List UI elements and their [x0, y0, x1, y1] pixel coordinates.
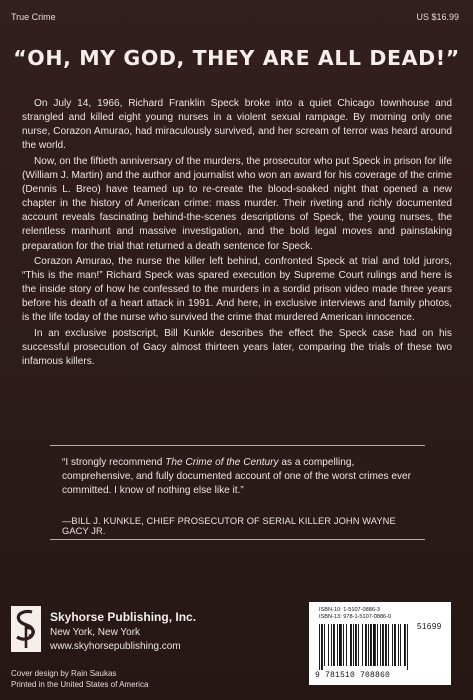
publisher-block: [50, 610, 196, 653]
cover-design-credit: Cover design by Rain Saukas: [11, 669, 117, 678]
isbn-10: ISBN-10: 1-5107-0886-3: [319, 607, 380, 613]
endorsement-attribution: —BILL J. KUNKLE, CHIEF PROSECUTOR OF SERIAL KILLER JOHN WAYNE GACY JR.: [62, 516, 396, 536]
synopsis-paragraph: On July 14, 1966, Richard Franklin Speck broke into a quiet Chicago townhouse and strangled and killed eight young nurses in a violent sexual rampage. By morning only one nurse, Corazon Amurao, had miraculously survived, and her scream of terror was heard around the world.: [22, 98, 452, 152]
synopsis-paragraph: In an exclusive postscript, Bill Kunkle describes the effect the Speck case had on his successful prosecution of Gacy almost thirteen years later, comparing the trials of these two infamous killers.: [22, 327, 452, 367]
headline-quote: “OH, MY GOD, THEY ARE ALL DEAD!”: [13, 46, 460, 70]
synopsis-paragraph: Corazon Amurao, the nurse the killer left behind, confronted Speck at trial and told jurors, “This is the man!” Richard Speck was spared execution by Supreme Court rulings and here is the inside story of how he confessed to the murders in a sordid prison video made three years before his death of a heart attack in 1991. And here, in exclusive interviews and family photos, is the life today of the nurse who survived the crime that murdered American innocence.: [22, 255, 452, 324]
publisher-name: Skyhorse Publishing, Inc.: [50, 610, 197, 624]
publisher-url: www.skyhorsepublishing.com: [50, 640, 181, 652]
barcode-digits: 9 781510 708860: [315, 671, 391, 680]
quote-text-start: “I strongly recommend: [62, 457, 166, 468]
endorsement-quote: [62, 456, 417, 499]
publisher-city: New York, New York: [50, 627, 141, 638]
endorsement-box: [50, 445, 425, 540]
synopsis: [22, 97, 452, 370]
isbn-13: ISBN-13: 978-1-5107-0886-0: [319, 614, 392, 620]
genre-label: True Crime: [11, 12, 56, 22]
cover-credits: [11, 668, 148, 690]
synopsis-paragraph: Now, on the fiftieth anniversary of the murders, the prosecutor who put Speck in prison for life (William J. Martin) and the author and journalist who won an award for his coverage of the crime (Dennis L. Breo) have teamed up to re-create the blood-soaked night that opened a new chapter in the history of American crime: mass murder. Their riveting and richly documented account reveals fascinating behind-the-scenes descriptions of Speck, the young nurses, the relentless manhunt and massive investigation, and the bold legal moves and painstaking preparation for the trial that returned a death sentence for Speck.: [22, 155, 452, 252]
price-label: US $16.99: [416, 12, 459, 22]
price-code: 51699: [417, 622, 442, 631]
sp-logo-icon: [11, 606, 41, 652]
printed-in-line: Printed in the United States of America: [11, 680, 149, 689]
quoted-book-title: The Crime of the Century: [165, 457, 279, 468]
barcode-panel: [309, 602, 451, 685]
barcode-icon: [317, 624, 443, 670]
quote-text-end: as a compelling, comprehensive, and fully documented account of one of the worst crimes ever committed. I know of nothing else like it.”: [62, 457, 411, 497]
